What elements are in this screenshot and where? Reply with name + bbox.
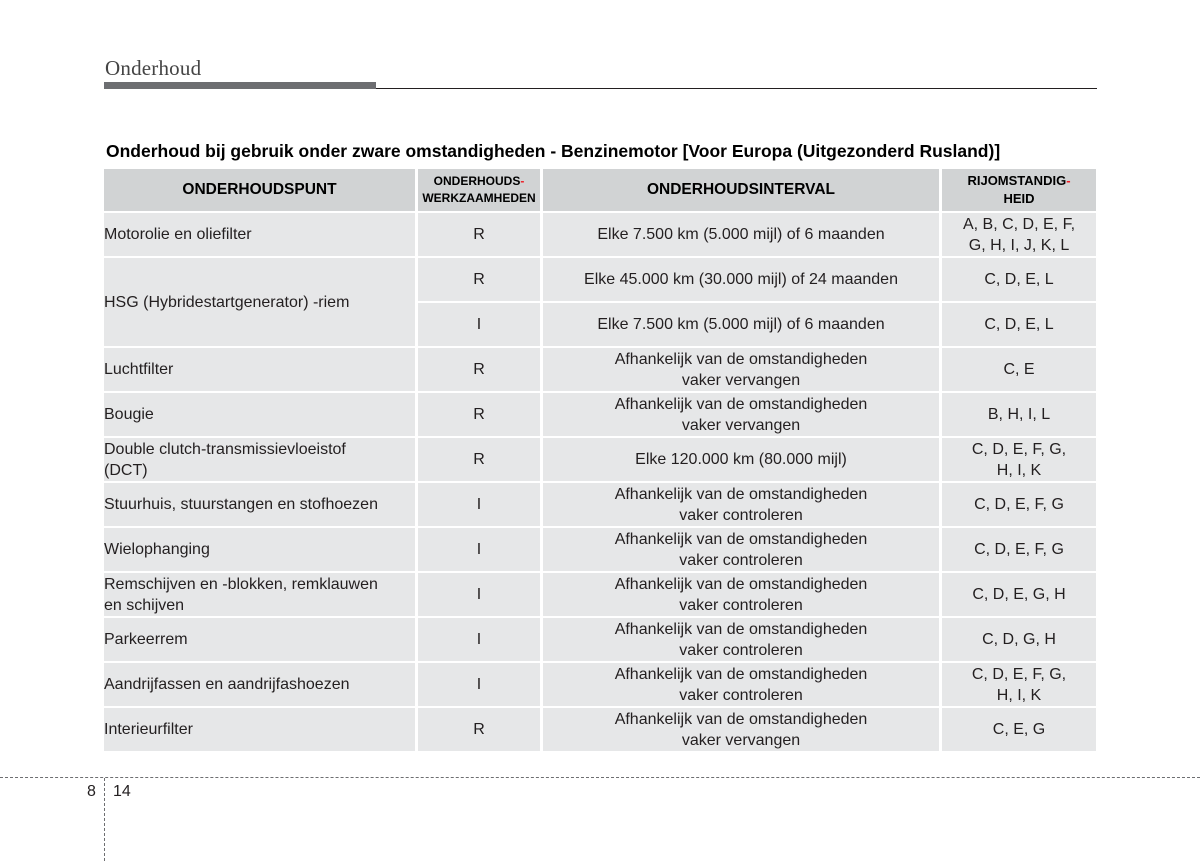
cell-conditions: C, D, G, H [942, 618, 1096, 661]
cell-conditions: C, D, E, F, G [942, 483, 1096, 526]
cell-interval: Elke 7.500 km (5.000 mijl) of 6 maanden [543, 303, 939, 346]
section-title: Onderhoud [105, 56, 202, 80]
cell-conditions: C, D, E, G, H [942, 573, 1096, 616]
column-header-conditions: RIJOMSTANDIG- HEID [942, 169, 1096, 211]
cell-item: Stuurhuis, stuurstangen en stofhoezen [104, 483, 415, 526]
maintenance-table [101, 167, 1099, 753]
cell-work: I [418, 618, 540, 661]
column-header-work: ONDERHOUDS- WERKZAAMHEDEN [418, 169, 540, 211]
cell-interval: Afhankelijk van de omstandigheden vaker vervangen [543, 393, 939, 436]
cell-interval: Afhankelijk van de omstandigheden vaker controleren [543, 528, 939, 571]
table-row [104, 438, 1096, 481]
cell-work: I [418, 528, 540, 571]
column-header-interval: ONDERHOUDSINTERVAL [543, 169, 939, 211]
table-row [104, 348, 1096, 391]
table-row [104, 258, 1096, 301]
cell-conditions: C, D, E, F, G, H, I, K [942, 663, 1096, 706]
table-row [104, 708, 1096, 751]
cell-work: R [418, 393, 540, 436]
cell-conditions: C, D, E, F, G [942, 528, 1096, 571]
cell-interval: Afhankelijk van de omstandigheden vaker vervangen [543, 708, 939, 751]
table-row [104, 528, 1096, 571]
footer-divider [104, 778, 105, 861]
table-row [104, 213, 1096, 256]
table-row [104, 393, 1096, 436]
table-header-row [104, 169, 1096, 211]
cell-interval: Afhankelijk van de omstandigheden vaker controleren [543, 483, 939, 526]
cell-conditions: C, D, E, F, G, H, I, K [942, 438, 1096, 481]
cell-item: Parkeerrem [104, 618, 415, 661]
cell-item: Remschijven en -blokken, remklauwen en schijven [104, 573, 415, 616]
cell-interval: Afhankelijk van de omstandigheden vaker vervangen [543, 348, 939, 391]
table-row [104, 663, 1096, 706]
cell-interval: Elke 120.000 km (80.000 mijl) [543, 438, 939, 481]
page-number: 14 [113, 783, 131, 800]
chapter-number: 8 [87, 783, 96, 800]
table-title: Onderhoud bij gebruik onder zware omstandigheden - Benzinemotor [Voor Europa (Uitgezonderd Rusland)] [106, 141, 1001, 161]
cell-conditions: C, E, G [942, 708, 1096, 751]
cell-interval: Afhankelijk van de omstandigheden vaker controleren [543, 573, 939, 616]
cell-item: Wielophanging [104, 528, 415, 571]
header-rule-thin [376, 88, 1097, 89]
cell-conditions: C, E [942, 348, 1096, 391]
cell-work: R [418, 213, 540, 256]
cell-work: I [418, 573, 540, 616]
table-row [104, 573, 1096, 616]
cell-work: I [418, 483, 540, 526]
cell-conditions: C, D, E, L [942, 258, 1096, 301]
cell-conditions: C, D, E, L [942, 303, 1096, 346]
table-row [104, 483, 1096, 526]
cell-interval: Elke 7.500 km (5.000 mijl) of 6 maanden [543, 213, 939, 256]
cell-item: Luchtfilter [104, 348, 415, 391]
cell-item: HSG (Hybridestartgenerator) -riem [104, 258, 415, 346]
cell-work: R [418, 438, 540, 481]
cell-work: R [418, 708, 540, 751]
cell-interval: Elke 45.000 km (30.000 mijl) of 24 maanden [543, 258, 939, 301]
cell-conditions: A, B, C, D, E, F, G, H, I, J, K, L [942, 213, 1096, 256]
cell-item: Interieurfilter [104, 708, 415, 751]
header-rule-thick [104, 82, 376, 89]
footer-rule [0, 777, 1200, 778]
cell-item: Bougie [104, 393, 415, 436]
cell-conditions: B, H, I, L [942, 393, 1096, 436]
cell-interval: Afhankelijk van de omstandigheden vaker controleren [543, 618, 939, 661]
cell-work: I [418, 663, 540, 706]
cell-item: Motorolie en oliefilter [104, 213, 415, 256]
table-row [104, 618, 1096, 661]
cell-work: I [418, 303, 540, 346]
cell-work: R [418, 258, 540, 301]
cell-item: Aandrijfassen en aandrijfashoezen [104, 663, 415, 706]
cell-item: Double clutch-transmissievloeistof (DCT) [104, 438, 415, 481]
column-header-item: ONDERHOUDSPUNT [104, 169, 415, 211]
cell-interval: Afhankelijk van de omstandigheden vaker controleren [543, 663, 939, 706]
cell-work: R [418, 348, 540, 391]
